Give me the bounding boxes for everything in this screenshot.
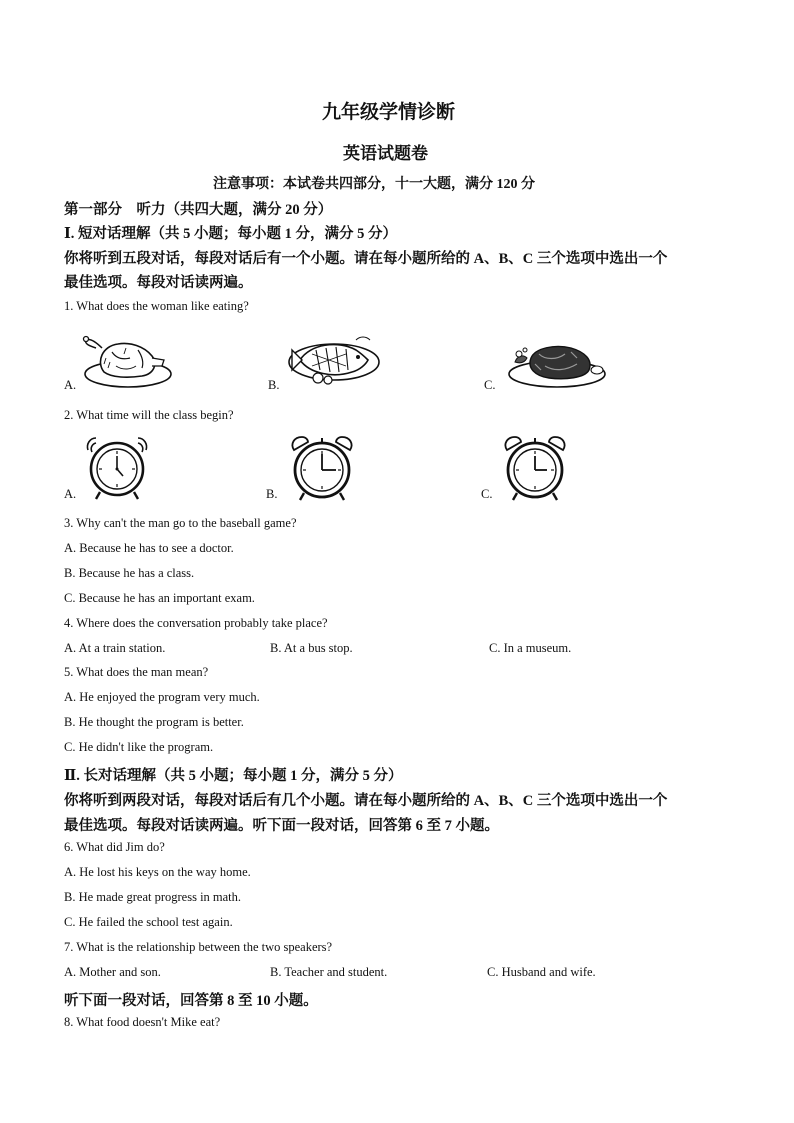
- section1-instructions-line2: 最佳选项。每段对话读两遍。: [64, 275, 253, 291]
- q2-option-c-letter: C.: [481, 487, 493, 501]
- question-8: 8. What food doesn't Mike eat?: [64, 1015, 221, 1029]
- question-6: 6. What did Jim do?: [64, 840, 165, 854]
- q7-option-c: C. Husband and wife.: [487, 965, 596, 979]
- alarm-clock-b-icon: [288, 434, 356, 502]
- q1-option-b-letter: B.: [268, 378, 280, 392]
- q5-option-b: B. He thought the program is better.: [64, 715, 244, 729]
- question-2: 2. What time will the class begin?: [64, 408, 234, 422]
- alarm-clock-a-icon: [84, 436, 150, 502]
- q1-option-a-letter: A.: [64, 378, 77, 392]
- steak-icon: [505, 340, 609, 390]
- question-5: 5. What does the man mean?: [64, 665, 209, 679]
- q3-option-b: B. Because he has a class.: [64, 566, 195, 580]
- question-7: 7. What is the relationship between the two speakers?: [64, 940, 333, 954]
- q7-option-a: A. Mother and son.: [64, 965, 161, 979]
- exam-title: 九年级学情诊断: [322, 102, 456, 123]
- q5-option-c: C. He didn't like the program.: [64, 740, 214, 754]
- section1-heading: Ⅰ. 短对话理解（共 5 小题；每小题 1 分，满分 5 分）: [64, 226, 398, 242]
- q4-option-a: A. At a train station.: [64, 641, 166, 655]
- q3-option-c: C. Because he has an important exam.: [64, 591, 255, 605]
- exam-subtitle: 英语试题卷: [343, 144, 428, 163]
- question-3: 3. Why can't the man go to the baseball game?: [64, 516, 297, 530]
- q2-option-b-letter: B.: [266, 487, 278, 501]
- section2-heading: Ⅱ. 长对话理解（共 5 小题；每小题 1 分，满分 5 分）: [64, 768, 403, 784]
- question-4: 4. Where does the conversation probably take place?: [64, 616, 328, 630]
- q2-option-a-letter: A.: [64, 487, 77, 501]
- fish-icon: [286, 330, 382, 388]
- q1-option-c-letter: C.: [484, 378, 496, 392]
- q6-option-c: C. He failed the school test again.: [64, 915, 233, 929]
- section2-instructions-line2: 最佳选项。每段对话读两遍。听下面一段对话，回答第 6 至 7 小题。: [64, 818, 499, 834]
- exam-notice: 注意事项：本试卷共四部分，十一大题，满分 120 分: [213, 177, 535, 192]
- q5-option-a: A. He enjoyed the program very much.: [64, 690, 260, 704]
- next-dialogue-instruction: 听下面一段对话，回答第 8 至 10 小题。: [64, 993, 318, 1009]
- q6-option-b: B. He made great progress in math.: [64, 890, 242, 904]
- q6-option-a: A. He lost his keys on the way home.: [64, 865, 251, 879]
- question-1: 1. What does the woman like eating?: [64, 299, 249, 313]
- section1-instructions-line1: 你将听到五段对话，每段对话后有一个小题。请在每小题所给的 A、B、C 三个选项中选出一个: [64, 251, 668, 267]
- q3-option-a: A. Because he has to see a doctor.: [64, 541, 234, 555]
- q4-option-b: B. At a bus stop.: [270, 641, 353, 655]
- alarm-clock-c-icon: [501, 434, 569, 502]
- roast-chicken-icon: [82, 328, 174, 390]
- q4-option-c: C. In a museum.: [489, 641, 572, 655]
- part1-heading: 第一部分 听力（共四大题，满分 20 分）: [64, 202, 333, 218]
- q7-option-b: B. Teacher and student.: [270, 965, 388, 979]
- section2-instructions-line1: 你将听到两段对话，每段对话后有几个小题。请在每小题所给的 A、B、C 三个选项中选出一个: [64, 793, 668, 809]
